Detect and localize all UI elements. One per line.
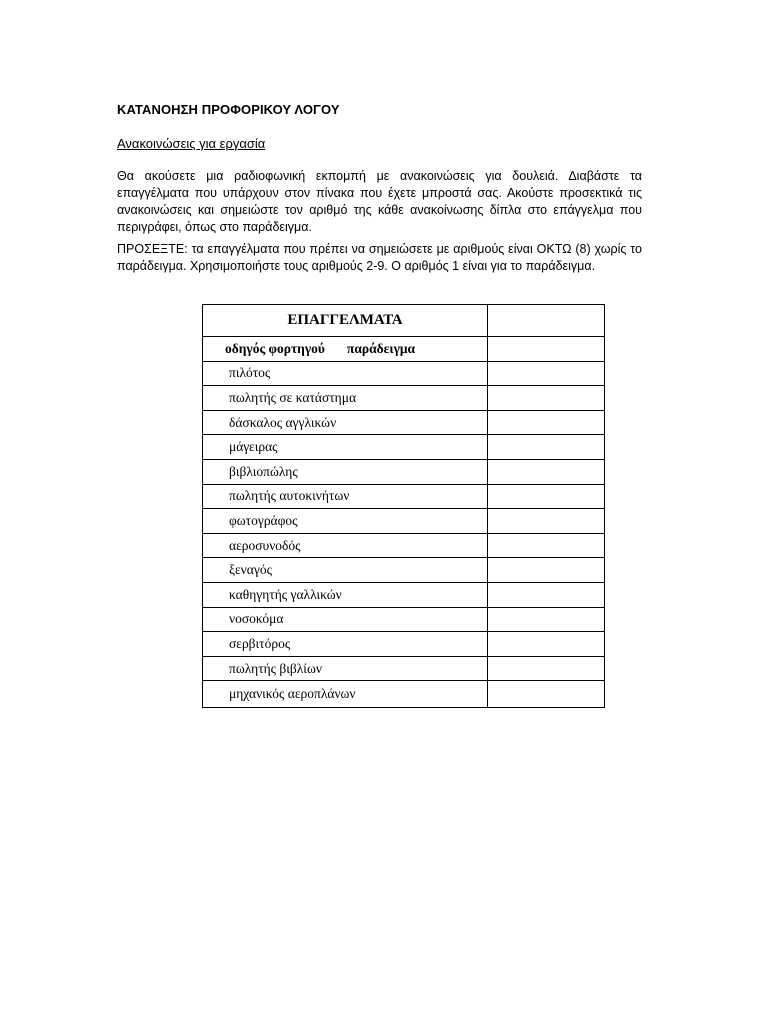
profession-cell: μάγειρας bbox=[203, 435, 488, 460]
table-row bbox=[203, 435, 605, 460]
example-tag: παράδειγμα bbox=[346, 340, 416, 356]
answer-cell[interactable] bbox=[488, 656, 605, 681]
answer-cell[interactable] bbox=[488, 607, 605, 632]
profession-cell: νοσοκόμα bbox=[203, 607, 488, 632]
answer-cell[interactable] bbox=[488, 361, 605, 386]
page-title: ΚΑΤΑΝΟΗΣΗ ΠΡΟΦΟΡΙΚΟΥ ΛΟΓΟΥ bbox=[117, 102, 340, 117]
table-row bbox=[203, 656, 605, 681]
answer-cell[interactable] bbox=[488, 558, 605, 583]
section-subtitle: Ανακοινώσεις για εργασία bbox=[117, 136, 266, 151]
profession-cell: φωτογράφος bbox=[203, 509, 488, 534]
note-paragraph: ΠΡΟΣΕΞΤΕ: τα επαγγέλματα που πρέπει να σημειώσετε με αριθμούς είναι ΟΚΤΩ (8) χωρίς το παράδειγμα. Χρησιμοποιήστε τους αριθμούς 2-9. Ο αριθμός 1 είναι για το παράδειγμα. bbox=[117, 242, 642, 273]
answer-cell[interactable] bbox=[488, 632, 605, 657]
profession-cell: καθηγητής γαλλικών bbox=[203, 582, 488, 607]
profession-cell: πωλητής βιβλίων bbox=[203, 656, 488, 681]
table-row bbox=[203, 533, 605, 558]
profession-cell: πωλητής σε κατάστημα bbox=[203, 386, 488, 411]
answer-cell[interactable] bbox=[488, 582, 605, 607]
answer-cell[interactable] bbox=[488, 509, 605, 534]
profession-cell: ξεναγός bbox=[203, 558, 488, 583]
answer-cell[interactable] bbox=[488, 533, 605, 558]
table-header: ΕΠΑΓΓΕΛΜΑΤΑ bbox=[203, 305, 488, 337]
answer-cell[interactable] bbox=[488, 305, 605, 337]
answer-cell[interactable] bbox=[488, 681, 605, 708]
table-row bbox=[203, 509, 605, 534]
table-row bbox=[203, 459, 605, 484]
answer-cell[interactable] bbox=[488, 410, 605, 435]
table-row bbox=[203, 607, 605, 632]
instructions-paragraph: Θα ακούσετε μια ραδιοφωνική εκπομπή με ανακοινώσεις για δουλειά. Διαβάστε τα επαγγέλματα που υπάρχουν στον πίνακα που έχετε μπροστά σας. Ακούστε προσεκτικά τις ανακοινώσεις και σημειώστε τον αριθμό της κάθε ανακοίνωσης δίπλα στο επάγγελμα που περιγράφει, όπως στο παράδειγμα. bbox=[117, 169, 642, 234]
table-row bbox=[203, 582, 605, 607]
table-row bbox=[203, 632, 605, 657]
table-row bbox=[203, 410, 605, 435]
profession-cell: αεροσυνοδός bbox=[203, 533, 488, 558]
answer-cell[interactable] bbox=[488, 459, 605, 484]
profession-cell: πιλότος bbox=[203, 361, 488, 386]
professions-table bbox=[202, 304, 605, 708]
profession-cell: δάσκαλος αγγλικών bbox=[203, 410, 488, 435]
answer-cell[interactable] bbox=[488, 386, 605, 411]
profession-cell: πωλητής αυτοκινήτων bbox=[203, 484, 488, 509]
profession-cell: σερβιτόρος bbox=[203, 632, 488, 657]
example-job bbox=[203, 337, 488, 362]
table-header-row bbox=[203, 305, 605, 337]
profession-cell: βιβλιοπώλης bbox=[203, 459, 488, 484]
table-row bbox=[203, 681, 605, 708]
table-row bbox=[203, 361, 605, 386]
table-row bbox=[203, 558, 605, 583]
example-job-label: οδηγός φορτηγού bbox=[225, 340, 325, 356]
profession-cell: μηχανικός αεροπλάνων bbox=[203, 681, 488, 708]
answer-cell[interactable] bbox=[488, 435, 605, 460]
answer-cell[interactable] bbox=[488, 337, 605, 362]
answer-cell[interactable] bbox=[488, 484, 605, 509]
table-row bbox=[203, 484, 605, 509]
table-row bbox=[203, 386, 605, 411]
example-row bbox=[203, 337, 605, 362]
